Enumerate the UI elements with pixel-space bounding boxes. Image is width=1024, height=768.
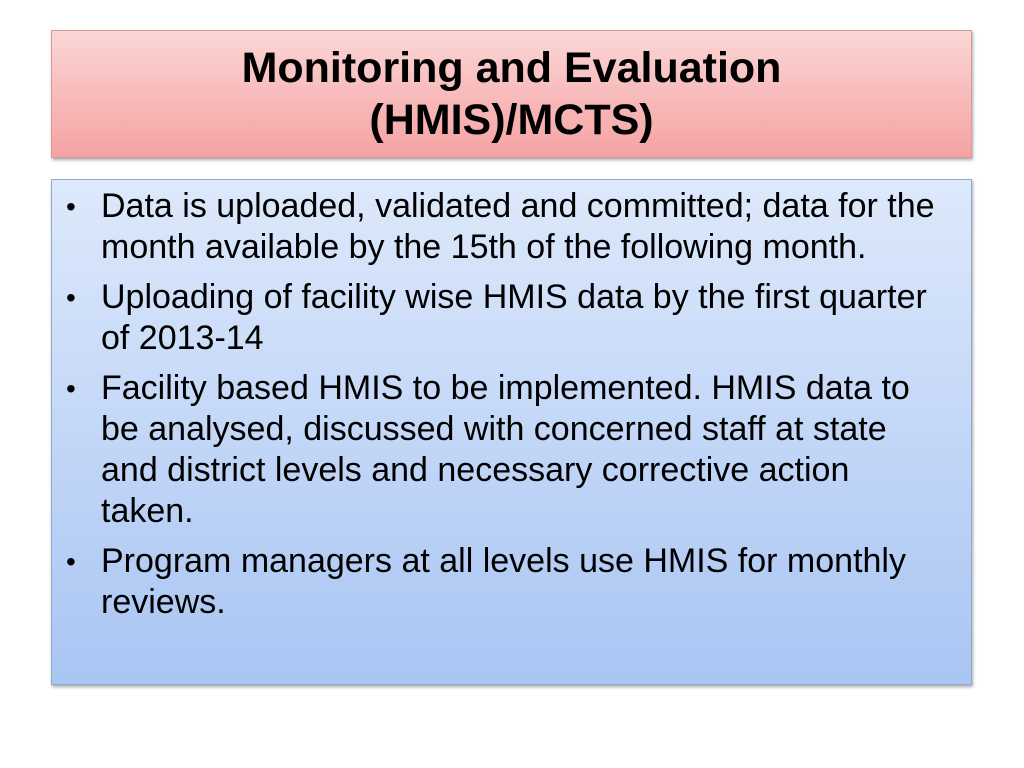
bullet-item [60, 277, 951, 359]
bullet-item [60, 186, 951, 268]
bullet-text: Program managers at all levels use HMIS for monthly reviews. [101, 542, 906, 621]
slide-title-line-1: Monitoring and Evaluation [241, 44, 782, 92]
bullet-dot-icon: • [66, 373, 76, 404]
bullet-dot-icon: • [66, 282, 76, 313]
bullet-text: Facility based HMIS to be implemented. HMIS data to be analysed, discussed with concerned staff at state and district levels and necessary corrective action taken. [101, 369, 910, 530]
bullet-item [60, 541, 951, 623]
slide-title-line-2: (HMIS)/MCTS) [369, 96, 654, 144]
bullet-item [60, 368, 951, 532]
content-box [51, 179, 972, 685]
bullet-dot-icon: • [66, 546, 76, 577]
bullet-text: Data is uploaded, validated and committed; data for the month available by the 15th of the following month. [101, 187, 935, 266]
title-box [51, 30, 972, 158]
bullet-text: Uploading of facility wise HMIS data by the first quarter of 2013-14 [101, 278, 927, 357]
bullet-list [60, 186, 951, 623]
bullet-dot-icon: • [66, 191, 76, 222]
